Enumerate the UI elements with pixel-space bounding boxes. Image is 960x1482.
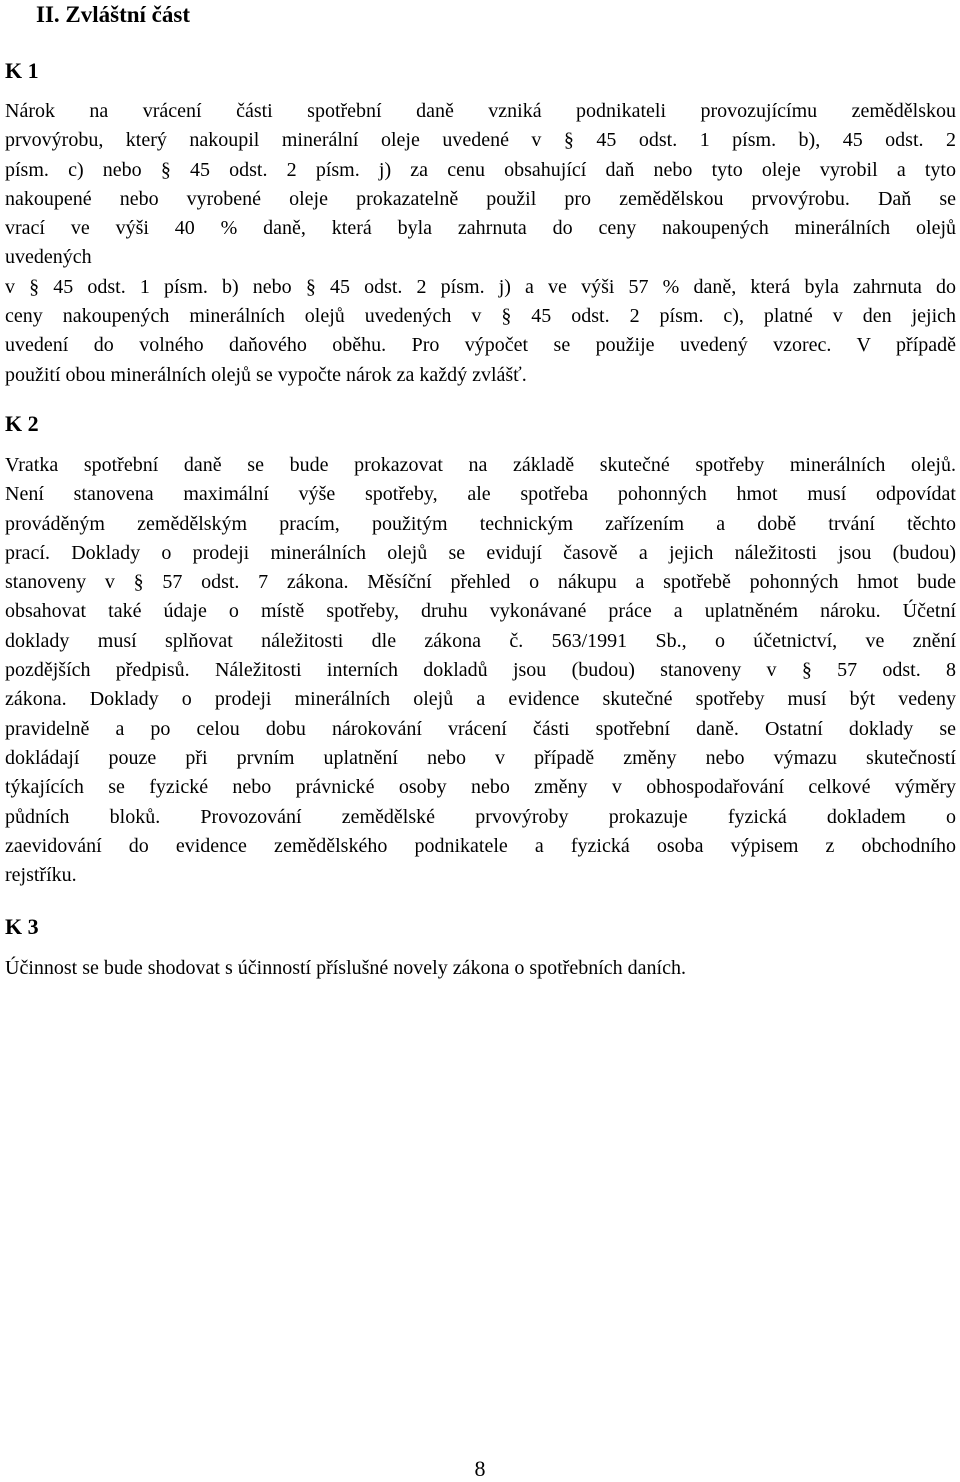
paragraph-line: půdních bloků. Provozování zemědělské prvovýroby prokazuje fyzická dokladem o xyxy=(5,805,956,828)
paragraph-k1 xyxy=(5,97,956,390)
paragraph-line: uvedených xyxy=(5,246,92,269)
paragraph-line: prací. Doklady o prodeji minerálních olejů se evidují časově a jejich náležitosti jsou (budou) xyxy=(5,541,956,564)
paragraph-line: nakoupené nebo vyrobené oleje prokazatelně použil pro zemědělskou prvovýrobu. Daň se xyxy=(5,187,956,210)
paragraph-k3 xyxy=(5,954,956,983)
paragraph-line: dokládají pouze při prvním uplatnění nebo v případě změny nebo výmazu skutečností xyxy=(5,746,956,769)
paragraph-line: Vratka spotřební daně se bude prokazovat na základě skutečné spotřeby minerálních olejů. xyxy=(5,454,956,476)
section-title: II. Zvláštní část xyxy=(36,2,190,27)
heading-k3: K 3 xyxy=(5,914,39,939)
paragraph-line: zákona. Doklady o prodeji minerálních olejů a evidence skutečné spotřeby musí být vedeny xyxy=(5,688,956,711)
paragraph-line: pravidelně a po celou dobu nárokování vrácení části spotřební daně. Ostatní doklady se xyxy=(5,717,956,740)
paragraph-line: Nárok na vrácení části spotřební daně vzniká podnikateli provozujícímu zemědělskou xyxy=(5,100,956,122)
paragraph-line: obsahovat také údaje o místě spotřeby, druhu vykonávané práce a uplatněném nároku. Účetní xyxy=(5,600,956,623)
heading-k1: K 1 xyxy=(5,58,39,83)
paragraph-line: ceny nakoupených minerálních olejů uvedených v § 45 odst. 2 písm. c), platné v den jejich xyxy=(5,305,956,328)
paragraph-line: týkajících se fyzické nebo právnické osoby nebo změny v obhospodařování celkové výměry xyxy=(5,776,956,799)
paragraph-line: v § 45 odst. 1 písm. b) nebo § 45 odst. 2 písm. j) a ve výši 57 % daně, která byla zahrnuta do xyxy=(5,275,956,298)
paragraph-line: Účinnost se bude shodovat s účinností příslušné novely zákona o spotřebních daních. xyxy=(5,957,686,979)
paragraph-line: vrací ve výši 40 % daně, která byla zahrnuta do ceny nakoupených minerálních olejů xyxy=(5,217,956,240)
paragraph-line: uvedení do volného daňového oběhu. Pro výpočet se použije uvedený vzorec. V případě xyxy=(5,334,956,357)
heading-k2: K 2 xyxy=(5,411,39,436)
page-number: 8 xyxy=(474,1456,486,1481)
paragraph-line: prvovýrobu, který nakoupil minerální oleje uvedené v § 45 odst. 1 písm. b), 45 odst. 2 xyxy=(5,129,956,152)
paragraph-k2 xyxy=(5,451,956,890)
paragraph-line: zaevidování do evidence zemědělského podnikatele a fyzická osoba výpisem z obchodního xyxy=(5,834,956,857)
paragraph-line: pozdějších předpisů. Náležitosti interních dokladů jsou (budou) stanoveny v § 57 odst. 8 xyxy=(5,659,956,682)
paragraph-line: písm. c) nebo § 45 odst. 2 písm. j) za cenu obsahující daň nebo tyto oleje vyrobil a tyto xyxy=(5,158,956,181)
paragraph-line: prováděným zemědělským pracím, použitým technickým zařízením a době trvání těchto xyxy=(5,512,956,535)
paragraph-line: Není stanovena maximální výše spotřeby, ale spotřeba pohonných hmot musí odpovídat xyxy=(5,483,956,506)
paragraph-line: použití obou minerálních olejů se vypočte nárok za každý zvlášť. xyxy=(5,363,527,386)
document-page xyxy=(5,0,956,1480)
paragraph-line: stanoveny v § 57 odst. 7 zákona. Měsíční přehled o nákupu a spotřebě pohonných hmot bude xyxy=(5,571,956,594)
paragraph-line: doklady musí splňovat náležitosti dle zákona č. 563/1991 Sb., o účetnictví, ve znění xyxy=(5,629,956,652)
paragraph-line: rejstříku. xyxy=(5,864,77,887)
